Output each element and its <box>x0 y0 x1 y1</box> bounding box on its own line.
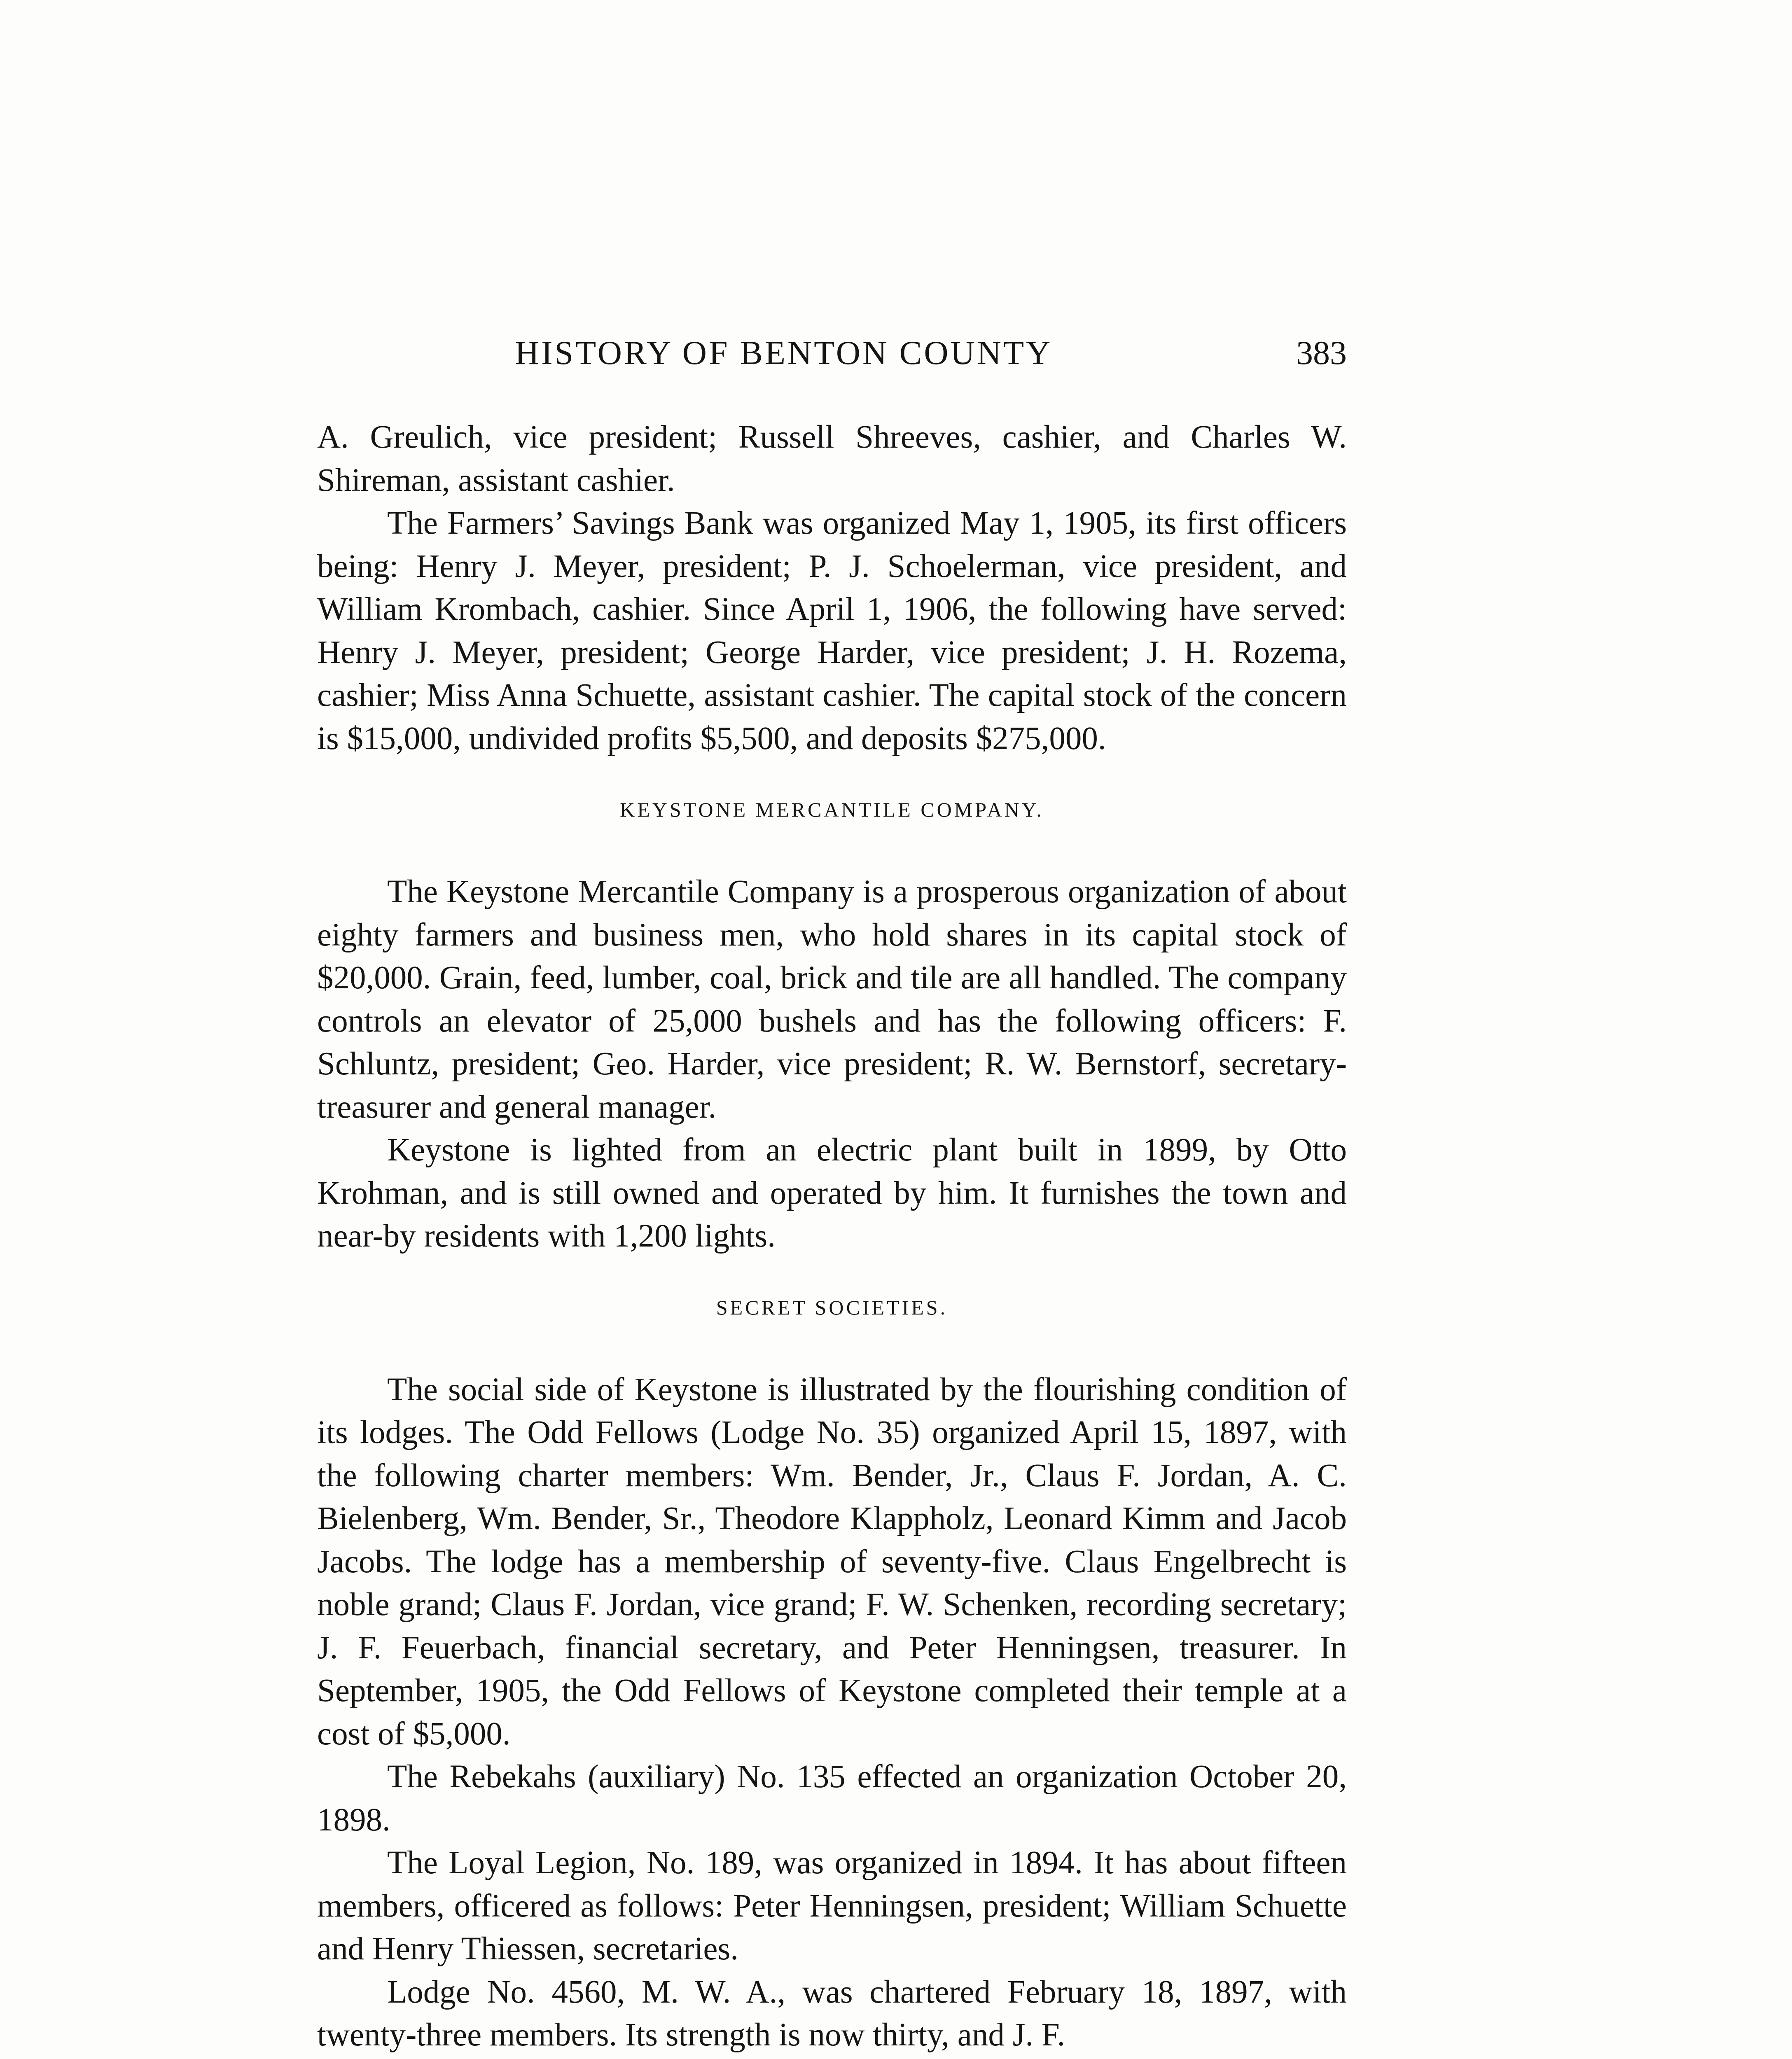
running-title: HISTORY OF BENTON COUNTY <box>515 334 1053 371</box>
paragraph-electric-plant: Keystone is lighted from an electric plant built in 1899, by Otto Krohman, and is still owned and operated by him. It furnishes the town and near-by residents with 1,200 lights. <box>317 1132 1347 1254</box>
paragraph-odd-fellows: The social side of Keystone is illustrated by the flourishing condition of its lodges. The Odd Fellows (Lodge No. 35) organized April 15, 1897, with the following charter members: Wm. Bender, Jr., Claus F. Jordan, A. C. Bielenberg, Wm. Bender, Sr., Theodore Klappholz, Leonard Kimm and Jacob Jacobs. The lodge has a membership of seventy-five. Claus Engelbrecht is noble grand; Claus F. Jordan, vice grand; F. W. Schenken, recording secretary; J. F. Feuerbach, financial secretary, and Peter Henningsen, treasurer. In September, 1905, the Odd Fellows of Keystone completed their temple at a cost of $5,000. <box>317 1371 1347 1752</box>
page-number: 383 <box>1296 334 1347 371</box>
section-heading-secret-societies: SECRET SOCIETIES. <box>716 1296 948 1319</box>
paragraph-farmers-savings-bank: The Farmers’ Savings Bank was organized May 1, 1905, its first officers being: Henry J. Meyer, president; P. J. Schoelerman, vice president, and William Krombach, cashier. Since April 1, 1906, the following have served: Henry J. Meyer, president; George Harder, vice president; J. H. Rozema, cashier; Miss Anna Schuette, assistant cashier. The capital stock of the concern is $15,000, undivided profits $5,500, and deposits $275,000. <box>317 505 1347 756</box>
paragraph-rebekahs: The Rebekahs (auxiliary) No. 135 effected an organization October 20, 1898. <box>317 1759 1347 1838</box>
paragraph-mercantile-company: The Keystone Mercantile Company is a prosperous organization of about eighty farmers and business men, who hold shares in its capital stock of $20,000. Grain, feed, lumber, coal, brick and tile are all handled. The company controls an elevator of 25,000 bushels and has the following officers: F. Schluntz, president; Geo. Harder, vice president; R. W. Bernstorf, secretary-treasurer and general manager. <box>317 874 1347 1125</box>
paragraph-mwa-lodge: Lodge No. 4560, M. W. A., was chartered February 18, 1897, with twenty-three members. Its strength is now thirty, and J. F. <box>317 1974 1347 2053</box>
body-text <box>317 416 1347 2057</box>
paragraph-loyal-legion: The Loyal Legion, No. 189, was organized in 1894. It has about fifteen members, officered as follows: Peter Henningsen, president; William Schuette and Henry Thiessen, secretaries. <box>317 1845 1347 1967</box>
section-heading-mercantile: KEYSTONE MERCANTILE COMPANY. <box>620 798 1044 821</box>
paragraph-bank-officers-continued: A. Greulich, vice president; Russell Shreeves, cashier, and Charles W. Shireman, assistant cashier. <box>317 419 1347 498</box>
running-header <box>317 334 1347 379</box>
